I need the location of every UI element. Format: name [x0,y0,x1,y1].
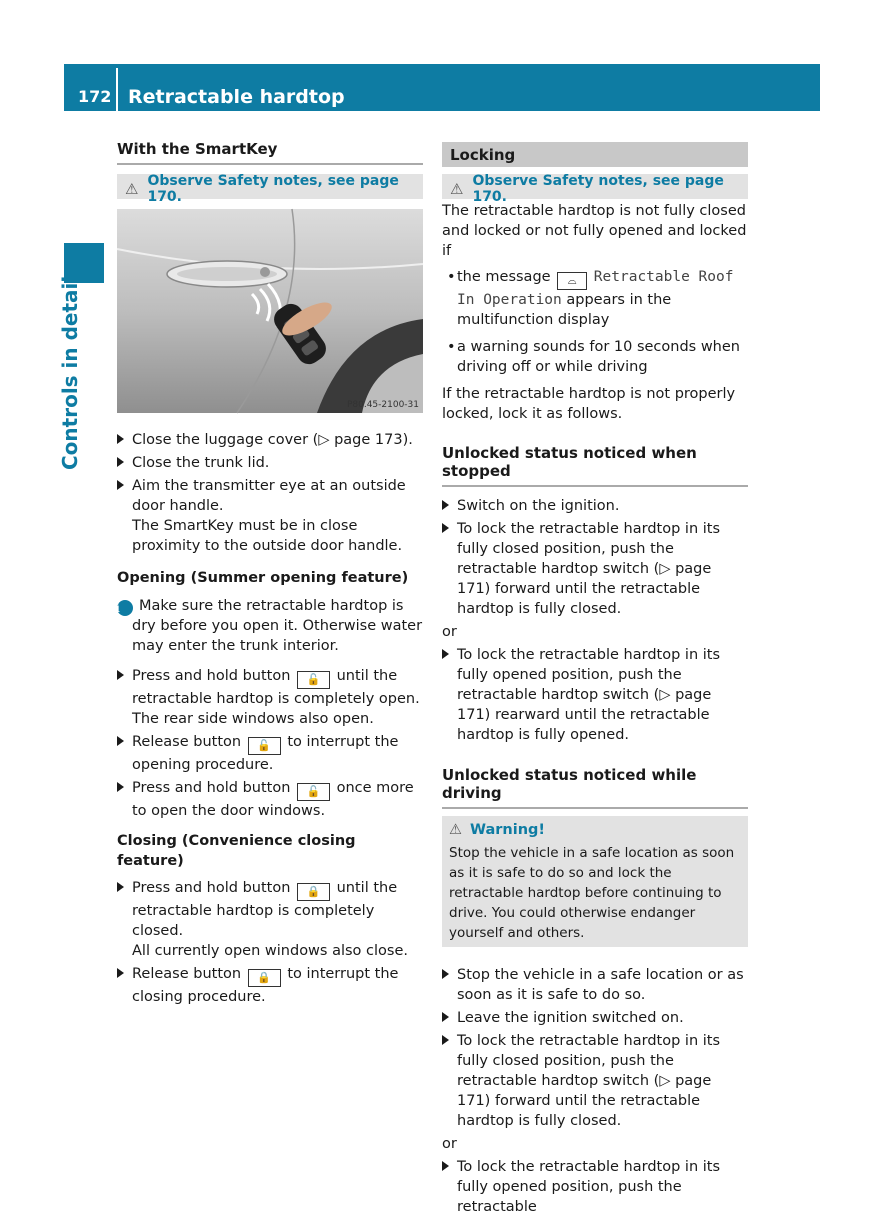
unlock-button-icon: 🔓 [297,783,330,801]
condition-text: a warning sounds for 10 seconds when driving off or while driving [457,339,740,375]
locking-heading: Locking [442,142,748,167]
car-door-image [117,209,423,413]
step-arrow-icon [117,434,124,444]
step-item [117,778,423,821]
opening-heading: Opening (Summer opening feature) [117,570,409,586]
step-text: Release button [132,734,242,750]
step-text: To lock the retractable hardtop in its fully opened position, push the retractable [457,1159,721,1215]
lock-button-icon: 🔒 [297,883,330,901]
display-message: Retractable Roof In Operation [457,269,734,308]
step-item [117,878,423,961]
step-note: All currently open windows also close. [132,943,408,959]
stopped-heading: Unlocked status noticed when stopped [442,444,748,487]
step-arrow-icon [117,882,124,892]
left-column [117,140,423,1010]
step-text: Press and hold button [132,780,291,796]
step-text: until the retractable hardtop is completely closed. [132,880,398,939]
safety-note-text: Observe Safety notes, see page 170. [472,172,724,205]
step-item [442,1008,748,1028]
photo-code: P80.45-2100-31 [346,400,419,410]
warning-text: Stop the vehicle in a safe location as soon as it is safe to do so and lock the retractable hardtop before continuing to drive. You could otherwise endanger yourself and others. [449,845,735,941]
step-item [442,496,748,516]
driving-heading: Unlocked status noticed while driving [442,766,748,809]
step-text: Leave the ignition switched on. [457,1010,684,1026]
header-divider [116,68,118,111]
step-text: Close the luggage cover (▷ page 173). [132,432,413,448]
or-separator: or [442,624,457,640]
step-arrow-icon [117,968,124,978]
locking-intro: The retractable hardtop is not fully closed and locked or not fully opened and locked if [442,203,747,259]
smartkey-photo [117,209,423,413]
step-text: Switch on the ignition. [457,498,620,514]
smartkey-heading: With the SmartKey [117,140,423,165]
warning-box [442,816,748,947]
step-arrow-icon [442,500,449,510]
step-arrow-icon [117,782,124,792]
step-text: once more to open the door windows. [132,780,414,819]
condition-text: the message [457,269,551,285]
step-note: The SmartKey must be in close proximity to the outside door handle. [132,518,403,554]
step-item [117,964,423,1007]
step-text: To lock the retractable hardtop in its fully opened position, push the retractable hardtop switch (▷ page 171) rearward until the retractable hardtop is fully opened. [457,647,721,743]
safety-note-text: Observe Safety notes, see page 170. [147,172,399,205]
page-header [64,64,820,111]
step-text: Stop the vehicle in a safe location or as soon as it is safe to do so. [457,967,744,1003]
unlock-button-icon: 🔓 [297,671,330,689]
step-text: Close the trunk lid. [132,455,270,471]
step-arrow-icon [442,1012,449,1022]
warning-triangle-icon: ⚠ [125,179,139,198]
step-arrow-icon [117,670,124,680]
step-item [442,519,748,619]
warning-triangle-icon: ⚠ [449,822,462,838]
warning-triangle-icon: ⚠ [450,179,464,198]
step-item [442,965,748,1005]
step-item [117,453,423,473]
page-title: Retractable hardtop [128,86,345,108]
closing-heading: Closing (Convenience closing feature) [117,833,356,869]
step-item [117,666,423,729]
step-item [117,732,423,775]
smartkey-steps [117,430,423,556]
step-note: The rear side windows also open. [132,711,374,727]
closing-steps [117,878,423,1007]
step-arrow-icon [117,736,124,746]
step-text: To lock the retractable hardtop in its fully closed position, push the retractable hardtop switch (▷ page 171) forward until the retractable hardtop is fully closed. [457,1033,721,1129]
step-item [442,1031,748,1131]
step-text: To lock the retractable hardtop in its fully closed position, push the retractable hardtop switch (▷ page 171) forward until the retractable hardtop is fully closed. [457,521,721,617]
step-item [442,645,748,745]
lock-instruction: If the retractable hardtop is not properly locked, lock it as follows. [442,386,736,422]
stopped-steps [442,496,748,745]
step-text: to interrupt the opening procedure. [132,734,399,773]
step-text: until the retractable hardtop is completely open. [132,668,420,707]
warning-title: Warning! [470,822,546,838]
condition-text: appears in the multifunction display [457,292,672,328]
step-arrow-icon [117,457,124,467]
or-separator: or [442,1136,457,1152]
step-arrow-icon [442,523,449,533]
step-text: Press and hold button [132,668,291,684]
roof-display-icon: ⌓ [557,272,587,290]
condition-item: • the message ⌓ Retractable Roof In Operation appears in the multifunction display [447,269,734,328]
opening-steps [117,666,423,821]
step-item [117,476,423,556]
condition-list [442,267,748,377]
condition-item: • a warning sounds for 10 seconds when driving off or while driving [447,339,740,375]
lock-button-icon: 🔒 [248,969,281,987]
driving-steps [442,965,748,1217]
step-text: Press and hold button [132,880,291,896]
section-tab-label: Controls in detail [58,275,82,470]
info-note [117,596,423,656]
step-item [117,430,423,450]
step-arrow-icon [442,1161,449,1171]
step-arrow-icon [442,969,449,979]
right-column [442,140,748,1220]
warning-title-row [449,822,741,838]
info-text: Make sure the retractable hardtop is dry before you open it. Otherwise water may enter the trunk interior. [132,598,423,654]
step-arrow-icon [442,1035,449,1045]
safety-note [117,172,423,205]
unlock-button-icon: 🔓 [248,737,281,755]
safety-note [442,172,748,205]
step-item [442,1157,748,1217]
page-number: 172 [78,87,112,106]
step-text: Release button [132,966,242,982]
step-arrow-icon [117,480,124,490]
info-icon: i [117,600,133,616]
step-arrow-icon [442,649,449,659]
step-text: to interrupt the closing procedure. [132,966,399,1005]
step-text: Aim the transmitter eye at an outside door handle. [132,478,406,514]
